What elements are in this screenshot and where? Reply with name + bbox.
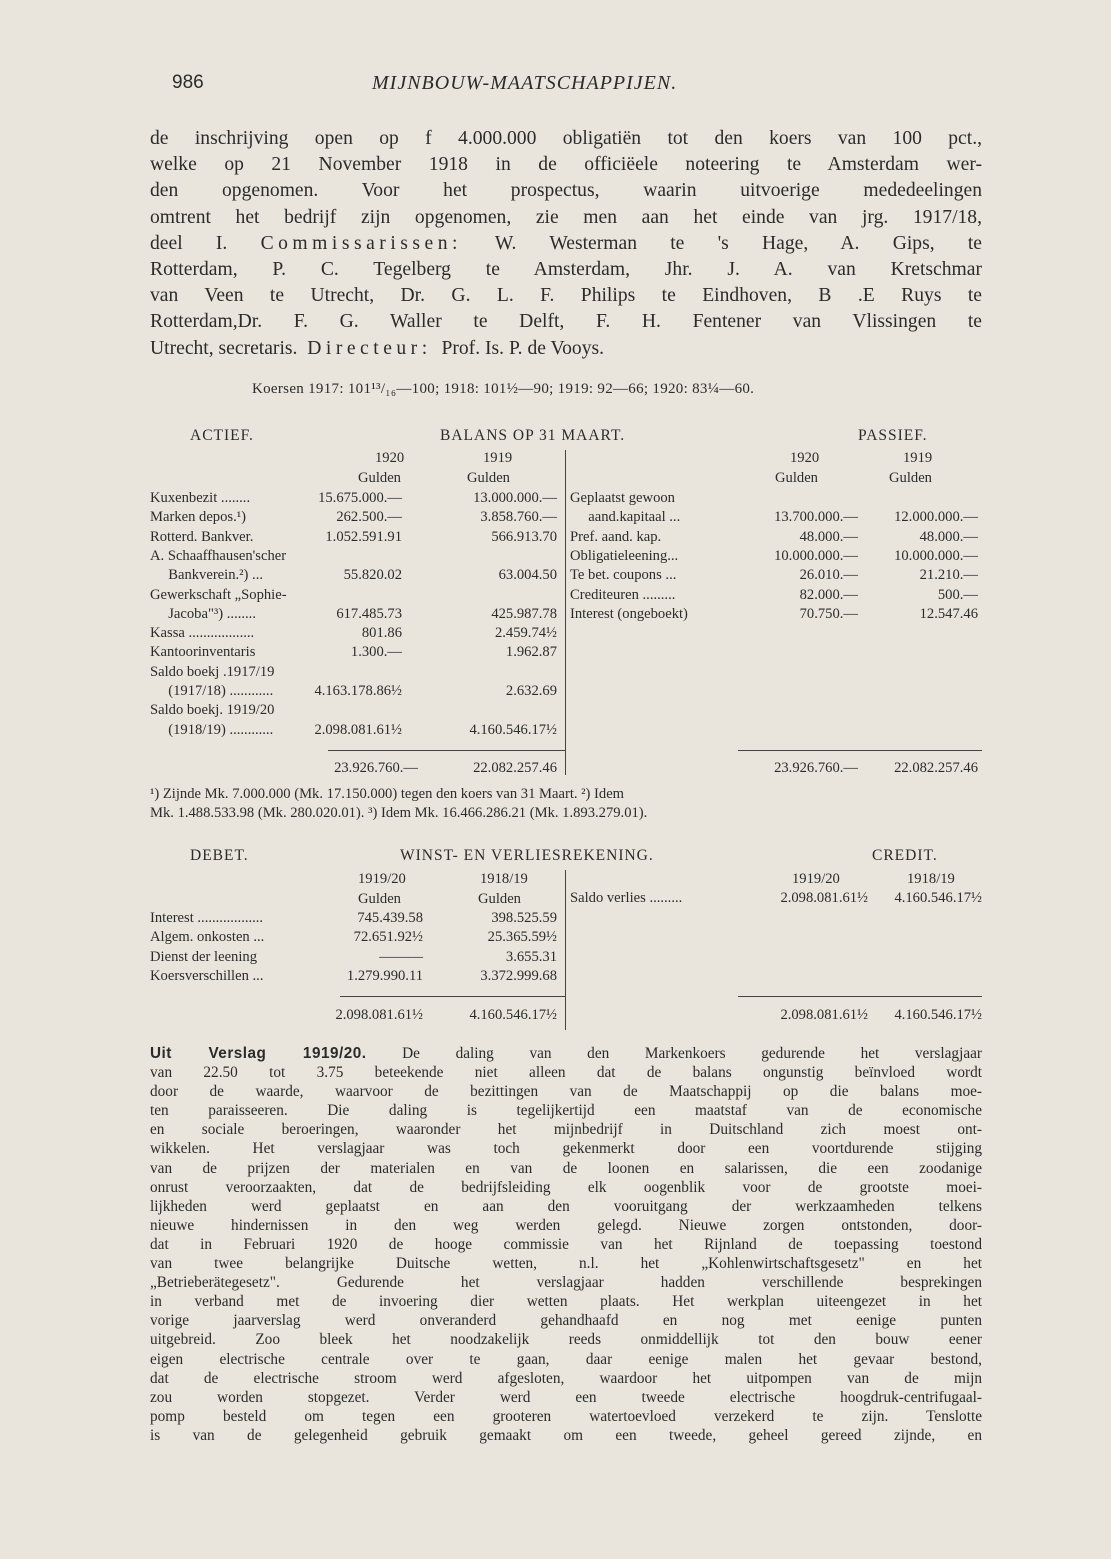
row-label: Interest (ongeboekt) [570,605,688,622]
col-header: 1918/19 [907,871,955,887]
text-span: Prof. Is. P. de Vooys. [441,337,605,359]
text-line: van 22.50 tot 3.75 beteekende niet alleen dat de balans ongunstig beïnvloed wordt [150,1064,982,1082]
row-label: Pref. aand. kap. [570,528,662,545]
row-value: 2.459.74½ [494,625,557,642]
col-header: Gulden [478,891,521,907]
col-header: 1919 [903,450,933,466]
text-line: van de prijzen der materialen en van de loonen en salarissen, die een zoodanige [150,1159,982,1177]
total-value: 22.082.257.46 [473,760,557,776]
text-line: ten paraisseeren. Die daling is tegelijkertijd een maatstaf van de economische [150,1102,982,1120]
total-value: 2.098.081.61½ [780,1007,868,1023]
debet-label: DEBET. [190,847,249,864]
text-line: „Betrieberätegesetz". Gedurende het verslagjaar hadden verschillende besprekingen [150,1274,982,1292]
col-header: Gulden [775,470,818,486]
row-label: Gewerkschaft „Sophie- [150,586,287,603]
row-value: 500.— [937,586,978,603]
row-label: Geplaatst gewoon [570,490,675,506]
text-line: door de waarde, waarvoor de bezittingen van de Maatschappij op die balans moe- [150,1083,982,1101]
text-line [150,231,982,257]
total-rule [340,996,565,997]
col-header: 1919/20 [792,871,840,887]
row-value: 4.163.178.86½ [314,683,402,699]
total-value: 4.160.546.17½ [469,1007,557,1023]
row-label: Bankverein.²) ... [150,567,263,584]
row-label: Marken depos.¹) [150,509,246,526]
text-line: vorige jaarverslag werd onveranderd gehandhaafd en nog met eenige punten [150,1312,982,1330]
row-value: 2.098.081.61½ [780,890,868,906]
row-value: 12.547.46 [919,605,978,622]
row-value: 3.372.999.68 [480,967,557,984]
text-line: pomp besteld om tegen een grooteren watertoevloed verzekerd te zijn. Tenslotte [150,1407,982,1425]
text-line: de inschrijving open op f 4.000.000 obligatiën tot den koers van 100 pct., [150,128,982,149]
row-value: 63.004.50 [498,567,557,584]
koersen-line: Koersen 1917: 101¹³/₁₆—100; 1918: 101½—90; 1919: 92—66; 1920: 83¼—60. [252,381,755,397]
row-value: 2.632.69 [505,683,557,699]
row-value: 10.000.000.— [894,547,978,564]
row-value: 3.655.31 [505,948,557,965]
col-header: 1918/19 [480,871,528,887]
row-value: 10.000.000.— [774,547,858,564]
text-line: van Veen te Utrecht, Dr. G. L. F. Philips te Eindhoven, B .E Ruys te [150,285,982,307]
row-value: 12.000.000.— [894,509,978,526]
row-value: 15.675.000.— [318,490,402,506]
row-value: 1.962.87 [505,644,557,661]
text-line [150,1044,982,1063]
row-value: 48.000.— [799,528,858,545]
footnote: Mk. 1.488.533.98 (Mk. 280.020.01). ³) Idem Mk. 16.466.286.21 (Mk. 1.893.279.01). [150,805,648,821]
text-line: dat de electrische stroom werd afgesloten, waardoor het uitpompen van de mijn [150,1369,982,1387]
row-label: Dienst der leening [150,948,257,965]
running-title: MIJNBOUW-MAATSCHAPPIJEN. [372,72,678,94]
col-header: 1919/20 [358,871,406,887]
text-line: in verband met de invoering dier wetten plaats. Het werkplan uiteengezet in het [150,1293,982,1311]
text-line: is van de gelegenheid gebruik gemaakt om een tweede, geheel gereed zijnde, en [150,1426,982,1444]
row-value: 70.750.— [799,605,858,622]
total-value: 22.082.257.46 [894,760,978,776]
col-header: Gulden [358,891,401,907]
text-line: dat in Februari 1920 de hooge commissie van het Rijnland de toepassing toestond [150,1235,982,1253]
balans-title: BALANS OP 31 MAART. [440,427,626,444]
footnote: ¹) Zijnde Mk. 7.000.000 (Mk. 17.150.000) tegen den koers van 31 Maart. ²) Idem [150,786,625,802]
row-value: 801.86 [361,625,402,642]
row-label: Interest .................. [150,910,264,926]
row-value: 21.210.— [919,567,978,584]
text-span: deel I. [150,232,228,254]
text-line: lijkheden werd geplaatst en aan den vooruitgang der werkzaamheden telkens [150,1197,982,1215]
row-label: Kantoorinventaris [150,644,256,661]
text-line: omtrent het bedrijf zijn opgenomen, zie men aan het einde van jrg. 1917/18, [150,206,982,228]
report-lines [150,1063,982,1445]
passief-label: PASSIEF. [858,427,928,444]
total-rule [328,750,565,751]
text-line: Rotterdam,Dr. F. G. Waller te Delft, F. H. Fentener van Vlissingen te [150,311,982,333]
row-value: 1.300.— [350,644,402,661]
total-value: 4.160.546.17½ [894,1007,982,1023]
row-label: (1917/18) ............ [150,683,274,699]
row-value: 425.987.78 [491,605,557,622]
total-rule [738,996,982,997]
row-label: Rotterd. Bankver. [150,528,254,545]
text-line: zou worden stopgezet. Verder werd een tweede electrische hoogdruk-centrifugaal- [150,1388,982,1406]
row-value: 13.700.000.— [774,509,858,526]
col-header: Gulden [358,470,401,486]
text-line: eigen electrische centrale over te gaan, daar eenige malen het gevaar bestond, [150,1350,982,1368]
text-span: De daling van den Markenkoers gedurende het verslagjaar [402,1045,982,1062]
report-heading: Uit Verslag 1919/20. [150,1045,367,1062]
row-label: Saldo boekj. 1919/20 [150,702,275,719]
row-value: 4.160.546.17½ [469,721,557,738]
row-value: 3.858.760.— [480,509,557,526]
row-value: 398.525.59 [491,910,557,926]
row-value: 1.052.591.91 [325,528,402,545]
text-line: welke op 21 November 1918 in de officiëele noteering te Amsterdam wer- [150,154,982,176]
credit-label: CREDIT. [872,847,938,864]
row-label: A. Schaaffhausen'scher [150,547,287,564]
text-line: nieuwe hindernissen in den weg werden gelegd. Nieuwe zorgen ontstonden, door- [150,1216,982,1234]
row-value: 2.098.081.61½ [314,721,402,738]
total-rule [738,750,982,751]
row-value: 82.000.— [799,586,858,603]
text-line: Rotterdam, P. C. Tegelberg te Amsterdam, Jhr. J. A. van Kretschmar [150,258,982,280]
row-value: 4.160.546.17½ [894,890,982,906]
col-header: Gulden [889,470,932,486]
row-value: 262.500.— [336,509,402,526]
col-header: Gulden [467,470,510,486]
row-label: Crediteuren ......... [570,586,676,603]
row-label: Saldo boekj .1917/19 [150,663,275,680]
actief-label: ACTIEF. [190,427,254,444]
text-line: van twee belangrijke Duitsche wetten, n.l. het „Kohlenwirtschaftsgesetz" en het [150,1255,982,1273]
wv-title: WINST- EN VERLIESREKENING. [400,847,654,864]
intro-paragraph [150,126,982,362]
row-value: 25.365.59½ [487,929,557,946]
row-label: Jacoba"³) ........ [150,605,256,622]
row-label: (1918/19) ............ [150,721,274,738]
text-line: wikkelen. Het verslagjaar was toch gekenmerkt door een voortdurende stijging [150,1140,982,1158]
row-value: 55.820.02 [343,567,402,584]
column-divider [565,870,566,1030]
text-line: en sociale beroeringen, waaronder het mijnbedrijf in Duitschland zich moest ont- [150,1121,982,1139]
text-line: uitgebreid. Zoo bleek het noodzakelijk reeds onmiddellijk tot den bouw eener [150,1331,982,1349]
row-label: Obligatieleening... [570,547,679,564]
row-value: 48.000.— [919,528,978,545]
row-value: 13.000.000.— [473,490,557,506]
row-value: 1.279.990.11 [346,967,423,984]
page-number: 986 [172,72,204,93]
row-value: 566.913.70 [491,528,557,545]
text-line: den opgenomen. Voor het prospectus, waarin uitvoerige mededeelingen [150,180,982,202]
row-label: Saldo verlies ......... [570,890,683,906]
row-value: 617.485.73 [336,605,402,622]
text-line: onrust veroorzaakten, dat de bedrijfsleiding elk oogenblik voor de grootste moei- [150,1178,982,1196]
row-value: ——— [379,948,423,965]
row-label: Kassa .................. [150,625,255,642]
text-span: Utrecht, secretaris. [150,337,298,359]
row-label: Algem. onkosten ... [150,929,265,946]
col-header: 1920 [375,450,405,466]
text-line [150,336,982,362]
row-label: Koersverschillen ... [150,967,264,984]
commissarissen-label: Commissarissen: [260,232,462,254]
row-label: aand.kapitaal ... [570,509,681,526]
total-value: 23.926.760.— [774,760,858,776]
directeur-label: Directeur: [307,337,432,359]
total-value: 23.926.760.— [334,760,418,776]
row-label: Kuxenbezit ........ [150,490,251,506]
report-paragraph [150,1044,982,1445]
row-value: 745.439.58 [357,910,423,926]
col-header: 1920 [790,450,820,466]
row-value: 26.010.— [799,567,858,584]
page-header [172,72,982,102]
col-header: 1919 [483,450,513,466]
column-divider [565,450,566,775]
row-label: Te bet. coupons ... [570,567,677,584]
row-value: 72.651.92½ [353,929,423,946]
text-span: W. Westerman te 's Hage, A. Gips, te [494,232,982,254]
total-value: 2.098.081.61½ [335,1007,423,1023]
